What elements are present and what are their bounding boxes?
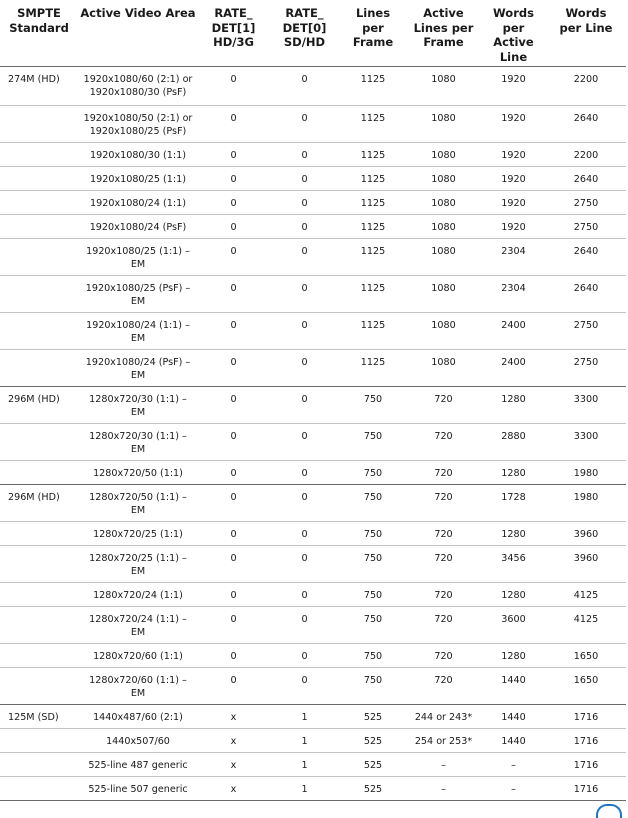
cell-text-line: per <box>362 20 384 35</box>
cell-text-line: 1280x720/50 (1:1) – <box>89 491 187 503</box>
smpte-standard-cell <box>0 214 78 238</box>
table-row <box>0 752 626 776</box>
words-per-active-line-cell: 1280 <box>501 650 526 662</box>
cell-text-line: 1280x720/30 (1:1) – <box>89 430 187 442</box>
words-per-active-line-cell: 1920 <box>501 73 526 85</box>
rate-det0-cell: 0 <box>301 430 308 442</box>
words-per-line-cell: 3300 <box>573 393 599 405</box>
rate-det0-cell: 0 <box>301 528 308 540</box>
cell-text-line: 1280x720/60 (1:1) – <box>89 674 187 686</box>
smpte-standard-cell <box>0 521 78 545</box>
table-row <box>0 190 626 214</box>
active-lines-cell: 1080 <box>431 173 456 185</box>
table-row <box>0 643 626 667</box>
cell-text-line: DET[0] <box>282 20 327 35</box>
rate-det1-cell: 0 <box>230 221 237 233</box>
lines-per-frame-cell: 525 <box>363 783 383 795</box>
lines-per-frame-cell: 750 <box>363 589 383 601</box>
words-per-line-cell: 1980 <box>573 491 599 503</box>
active-lines-cell: 1080 <box>431 282 456 294</box>
lines-per-frame-cell: 525 <box>363 735 383 747</box>
smpte-standard-cell <box>0 545 78 582</box>
active-video-area-cell <box>78 667 198 704</box>
cell-text-line: Words <box>565 6 607 20</box>
active-video-area-cell <box>78 423 198 460</box>
cell-text-line: 1920x1080/30 (PsF) <box>89 86 187 98</box>
rate-det1-cell: 0 <box>230 589 237 601</box>
table-row <box>0 66 626 105</box>
lines-per-frame-cell: 750 <box>363 528 383 540</box>
words-per-line-cell: 2640 <box>573 173 599 185</box>
rate-det1-cell: x <box>230 735 237 747</box>
rate-det0-cell: 0 <box>301 613 308 625</box>
lines-per-frame-cell: 1125 <box>360 112 386 124</box>
rate-det1-cell: 0 <box>230 149 237 161</box>
rate-det0-cell: 0 <box>301 650 308 662</box>
table-row <box>0 423 626 460</box>
cell-text-line: 1920x1080/30 (1:1) <box>90 149 186 161</box>
cell-text-line: 1440x507/60 <box>106 735 170 747</box>
table-row <box>0 166 626 190</box>
rate-det0-cell: 0 <box>301 467 308 479</box>
rate-det0-cell: 0 <box>301 552 308 564</box>
active-lines-cell: 1080 <box>431 149 456 161</box>
lines-per-frame-cell: 750 <box>363 491 383 503</box>
header-smpte-standard <box>0 0 78 66</box>
table-header <box>0 0 626 66</box>
cell-text-line: Active Video Area <box>80 6 196 20</box>
table-row <box>0 275 626 312</box>
cell-text-line: 1280x720/25 (1:1) – <box>89 552 187 564</box>
words-per-line-cell: 3960 <box>573 528 599 540</box>
smpte-standard-cell <box>0 166 78 190</box>
table-row <box>0 776 626 800</box>
cell-text-line: Lines per <box>413 20 474 35</box>
words-per-line-cell: 1980 <box>573 467 599 479</box>
cell-text-line: 1920x1080/25 (1:1) – <box>86 245 190 257</box>
words-per-active-line-cell: 2304 <box>501 282 526 294</box>
rate-det0-cell: 0 <box>301 491 308 503</box>
smpte-standard-cell <box>0 275 78 312</box>
words-per-active-line-cell: 2400 <box>501 356 526 368</box>
cell-text-line: 1280x720/30 (1:1) – <box>89 393 187 405</box>
active-video-area-cell <box>78 238 198 275</box>
active-video-area-cell <box>78 728 198 752</box>
smpte-standard-cell: 296M (HD) <box>8 491 60 503</box>
active-lines-cell: 720 <box>434 491 453 503</box>
cell-text-line: RATE_ <box>214 6 253 20</box>
active-lines-cell: 720 <box>434 552 453 564</box>
rate-det1-cell: 0 <box>230 393 237 405</box>
words-per-active-line-cell: 1440 <box>501 674 526 686</box>
active-lines-cell: 720 <box>434 430 453 442</box>
cell-text-line: 1920x1080/25 (1:1) <box>90 173 186 185</box>
words-per-active-line-cell: – <box>511 759 516 771</box>
rate-det0-cell: 0 <box>301 197 308 209</box>
cell-text-line: RATE_ <box>285 6 324 20</box>
rate-det1-cell: 0 <box>230 552 237 564</box>
cell-text-line: 525-line 487 generic <box>88 759 188 771</box>
lines-per-frame-cell: 1125 <box>360 282 386 294</box>
lines-per-frame-cell: 750 <box>363 674 383 686</box>
lines-per-frame-cell: 750 <box>363 393 383 405</box>
cell-text-line: EM <box>130 332 146 344</box>
table-row <box>0 238 626 275</box>
cell-text-line: 1920x1080/24 (1:1) <box>90 197 186 209</box>
table-row <box>0 460 626 484</box>
cell-text-line: Standard <box>9 20 69 35</box>
cell-text-line: 1440x487/60 (2:1) <box>93 711 183 723</box>
active-video-area-cell <box>78 643 198 667</box>
lines-per-frame-cell: 1125 <box>360 173 386 185</box>
lines-per-frame-cell: 525 <box>363 759 383 771</box>
lines-per-frame-cell: 1125 <box>360 149 386 161</box>
active-lines-cell: 1080 <box>431 112 456 124</box>
cell-text-line: 1920x1080/25 (PsF) <box>89 125 187 137</box>
rate-det1-cell: 0 <box>230 528 237 540</box>
corner-arc-mark <box>596 804 622 818</box>
cell-text-line: Lines <box>355 6 391 20</box>
table-row <box>0 704 626 728</box>
active-video-area-cell <box>78 521 198 545</box>
cell-text-line: 1920x1080/25 (PsF) – <box>85 282 191 294</box>
rate-det0-cell: 0 <box>301 674 308 686</box>
words-per-active-line-cell: 1920 <box>501 197 526 209</box>
rate-det0-cell: 1 <box>301 783 308 795</box>
rate-det0-cell: 0 <box>301 173 308 185</box>
smpte-standard-cell <box>0 582 78 606</box>
active-lines-cell: 254 or 253* <box>414 735 473 747</box>
active-lines-cell: 720 <box>434 650 453 662</box>
active-video-area-cell <box>78 349 198 386</box>
active-lines-cell: 720 <box>434 613 453 625</box>
words-per-active-line-cell: 1920 <box>501 173 526 185</box>
smpte-standard-cell <box>0 105 78 142</box>
table-row <box>0 349 626 386</box>
words-per-active-line-cell: 1440 <box>501 735 526 747</box>
smpte-standard-cell <box>0 238 78 275</box>
rate-det1-cell: x <box>230 711 237 723</box>
active-lines-cell: 720 <box>434 674 453 686</box>
header-row <box>0 0 626 66</box>
smpte-standard-cell: 296M (HD) <box>8 393 60 405</box>
cell-text-line: 1280x720/50 (1:1) <box>93 467 183 479</box>
rate-det0-cell: 0 <box>301 356 308 368</box>
active-lines-cell: 720 <box>434 393 453 405</box>
cell-text-line: 1280x720/24 (1:1) – <box>89 613 187 625</box>
rate-det0-cell: 0 <box>301 221 308 233</box>
cell-text-line: 1920x1080/50 (2:1) or <box>83 112 193 124</box>
cell-text-line: Frame <box>423 35 464 49</box>
words-per-line-cell: 2640 <box>573 282 599 294</box>
header-rate-det1 <box>198 0 269 66</box>
lines-per-frame-cell: 1125 <box>360 73 386 85</box>
header-active-video-area <box>78 0 198 66</box>
smpte-standard-cell <box>0 728 78 752</box>
words-per-active-line-cell: 1920 <box>501 149 526 161</box>
table-row <box>0 105 626 142</box>
rate-det1-cell: 0 <box>230 356 237 368</box>
active-video-area-cell <box>78 776 198 800</box>
active-lines-cell: 1080 <box>431 197 456 209</box>
cell-text-line: Words <box>493 6 534 20</box>
rate-det0-cell: 0 <box>301 282 308 294</box>
words-per-active-line-cell: 3600 <box>501 613 526 625</box>
active-lines-cell: 1080 <box>431 319 456 331</box>
cell-text-line: per <box>502 20 525 35</box>
active-video-area-cell <box>78 190 198 214</box>
smpte-standard-cell <box>0 776 78 800</box>
cell-text-line: EM <box>130 443 146 455</box>
words-per-line-cell: 2750 <box>573 319 599 331</box>
cell-text-line: HD/3G <box>213 35 254 49</box>
cell-text-line: Frame <box>352 35 394 49</box>
cell-text-line: 1920x1080/24 (PsF) – <box>85 356 191 368</box>
cell-text-line: Active <box>423 6 464 20</box>
words-per-active-line-cell: 1280 <box>501 528 526 540</box>
words-per-line-cell: 1716 <box>573 783 599 795</box>
words-per-active-line-cell: 1280 <box>501 589 526 601</box>
smpte-standard-cell: 125M (SD) <box>8 711 59 723</box>
active-video-area-cell <box>78 606 198 643</box>
cell-text-line: EM <box>130 295 146 307</box>
active-lines-cell: – <box>441 783 446 795</box>
rate-det0-cell: 0 <box>301 393 308 405</box>
active-video-area-cell <box>78 166 198 190</box>
active-lines-cell: 720 <box>434 589 453 601</box>
cell-text-line: 525-line 507 generic <box>88 783 188 795</box>
smpte-standard-cell <box>0 312 78 349</box>
rate-det1-cell: 0 <box>230 430 237 442</box>
words-per-active-line-cell: 1920 <box>501 221 526 233</box>
active-lines-cell: 1080 <box>431 73 456 85</box>
table-row <box>0 312 626 349</box>
rate-det1-cell: x <box>230 759 237 771</box>
cell-text-line: EM <box>130 504 146 516</box>
rate-det1-cell: 0 <box>230 245 237 257</box>
active-video-area-cell <box>78 460 198 484</box>
cell-text-line: EM <box>130 406 146 418</box>
rate-det0-cell: 0 <box>301 589 308 601</box>
rate-det1-cell: 0 <box>230 112 237 124</box>
active-lines-cell: 244 or 243* <box>414 711 473 723</box>
words-per-line-cell: 2750 <box>573 221 599 233</box>
header-words-per-active-line <box>481 0 546 66</box>
smpte-standard-cell <box>0 752 78 776</box>
rate-det0-cell: 0 <box>301 319 308 331</box>
table-row <box>0 386 626 423</box>
table-row <box>0 667 626 704</box>
cell-text-line: SD/HD <box>283 35 326 49</box>
active-video-area-cell <box>78 142 198 166</box>
lines-per-frame-cell: 750 <box>363 552 383 564</box>
rate-det0-cell: 1 <box>301 759 308 771</box>
cell-text-line: DET[1] <box>211 20 256 35</box>
table-row <box>0 484 626 521</box>
words-per-line-cell: 1716 <box>573 711 599 723</box>
cell-text-line: EM <box>130 626 146 638</box>
header-lines-per-frame <box>340 0 406 66</box>
rate-det0-cell: 1 <box>301 735 308 747</box>
table-row <box>0 545 626 582</box>
cell-text-line: EM <box>130 369 146 381</box>
rate-det1-cell: 0 <box>230 491 237 503</box>
smpte-standard-cell: 274M (HD) <box>8 73 60 85</box>
lines-per-frame-cell: 1125 <box>360 221 386 233</box>
rate-det0-cell: 1 <box>301 711 308 723</box>
lines-per-frame-cell: 750 <box>363 467 383 479</box>
lines-per-frame-cell: 750 <box>363 650 383 662</box>
table-row <box>0 582 626 606</box>
table-row <box>0 728 626 752</box>
rate-det1-cell: 0 <box>230 613 237 625</box>
rate-det1-cell: x <box>230 783 237 795</box>
active-video-area-cell <box>78 545 198 582</box>
active-video-area-cell <box>78 582 198 606</box>
words-per-line-cell: 3300 <box>573 430 599 442</box>
words-per-active-line-cell: 1920 <box>501 112 526 124</box>
cell-text-line: 1920x1080/24 (1:1) – <box>86 319 190 331</box>
words-per-active-line-cell: 1280 <box>501 393 526 405</box>
words-per-line-cell: 2200 <box>573 149 599 161</box>
cell-text-line: SMPTE <box>17 6 61 20</box>
words-per-active-line-cell: 1440 <box>501 711 526 723</box>
rate-det0-cell: 0 <box>301 149 308 161</box>
cell-text-line: 1920x1080/60 (2:1) or <box>83 73 193 85</box>
header-words-per-line <box>546 0 626 66</box>
words-per-line-cell: 2640 <box>573 245 599 257</box>
active-video-area-cell <box>78 752 198 776</box>
active-lines-cell: 1080 <box>431 245 456 257</box>
table-body <box>0 66 626 800</box>
smpte-standard-cell <box>0 667 78 704</box>
active-video-area-cell <box>78 66 198 105</box>
table-row <box>0 142 626 166</box>
active-video-area-cell <box>78 312 198 349</box>
header-active-lines-per-frame <box>406 0 481 66</box>
lines-per-frame-cell: 525 <box>363 711 383 723</box>
active-video-area-cell <box>78 105 198 142</box>
table-row <box>0 521 626 545</box>
cell-text-line: Active <box>493 35 534 49</box>
smpte-standard-cell <box>0 190 78 214</box>
table-row <box>0 214 626 238</box>
active-lines-cell: 720 <box>434 528 453 540</box>
table-row <box>0 606 626 643</box>
words-per-active-line-cell: 1728 <box>501 491 526 503</box>
cell-text-line: EM <box>130 687 146 699</box>
cell-text-line: 1280x720/60 (1:1) <box>93 650 183 662</box>
smpte-standard-cell <box>0 142 78 166</box>
rate-det1-cell: 0 <box>230 650 237 662</box>
smpte-standard-cell <box>0 643 78 667</box>
cell-text-line: 1280x720/24 (1:1) <box>93 589 183 601</box>
words-per-line-cell: 3960 <box>573 552 599 564</box>
words-per-active-line-cell: 1280 <box>501 467 526 479</box>
active-lines-cell: – <box>441 759 446 771</box>
lines-per-frame-cell: 1125 <box>360 245 386 257</box>
active-video-area-cell <box>78 386 198 423</box>
words-per-active-line-cell: 2880 <box>501 430 526 442</box>
cell-text-line: 1280x720/25 (1:1) <box>93 528 183 540</box>
cell-text-line: 1920x1080/24 (PsF) <box>89 221 187 233</box>
words-per-line-cell: 1650 <box>573 674 599 686</box>
cell-text-line: EM <box>130 258 146 270</box>
active-lines-cell: 1080 <box>431 221 456 233</box>
active-lines-cell: 1080 <box>431 356 456 368</box>
cell-text-line: EM <box>130 565 146 577</box>
words-per-line-cell: 1716 <box>573 759 599 771</box>
cell-text-line: Line <box>499 49 528 64</box>
lines-per-frame-cell: 750 <box>363 430 383 442</box>
header-rate-det0 <box>269 0 340 66</box>
words-per-active-line-cell: 3456 <box>501 552 526 564</box>
rate-det1-cell: 0 <box>230 197 237 209</box>
active-lines-cell: 720 <box>434 467 453 479</box>
cell-text-line: per Line <box>559 20 613 35</box>
words-per-active-line-cell: – <box>511 783 516 795</box>
words-per-line-cell: 2640 <box>573 112 599 124</box>
rate-det1-cell: 0 <box>230 467 237 479</box>
active-video-area-cell <box>78 275 198 312</box>
rate-det0-cell: 0 <box>301 245 308 257</box>
words-per-line-cell: 1650 <box>573 650 599 662</box>
rate-det0-cell: 0 <box>301 73 308 85</box>
rate-det1-cell: 0 <box>230 282 237 294</box>
lines-per-frame-cell: 1125 <box>360 356 386 368</box>
active-video-area-cell <box>78 484 198 521</box>
active-video-area-cell <box>78 214 198 238</box>
words-per-line-cell: 1716 <box>573 735 599 747</box>
words-per-active-line-cell: 2304 <box>501 245 526 257</box>
active-video-area-cell <box>78 704 198 728</box>
words-per-active-line-cell: 2400 <box>501 319 526 331</box>
rate-det0-cell: 0 <box>301 112 308 124</box>
smpte-standard-cell <box>0 423 78 460</box>
lines-per-frame-cell: 750 <box>363 613 383 625</box>
words-per-line-cell: 4125 <box>573 589 599 601</box>
rate-det1-cell: 0 <box>230 319 237 331</box>
smpte-standard-cell <box>0 349 78 386</box>
lines-per-frame-cell: 1125 <box>360 197 386 209</box>
rate-det1-cell: 0 <box>230 73 237 85</box>
words-per-line-cell: 4125 <box>573 613 599 625</box>
rate-det1-cell: 0 <box>230 173 237 185</box>
smpte-standard-cell <box>0 606 78 643</box>
words-per-line-cell: 2750 <box>573 197 599 209</box>
smpte-standard-cell <box>0 460 78 484</box>
lines-per-frame-cell: 1125 <box>360 319 386 331</box>
rate-det1-cell: 0 <box>230 674 237 686</box>
words-per-line-cell: 2200 <box>573 73 599 85</box>
words-per-line-cell: 2750 <box>573 356 599 368</box>
